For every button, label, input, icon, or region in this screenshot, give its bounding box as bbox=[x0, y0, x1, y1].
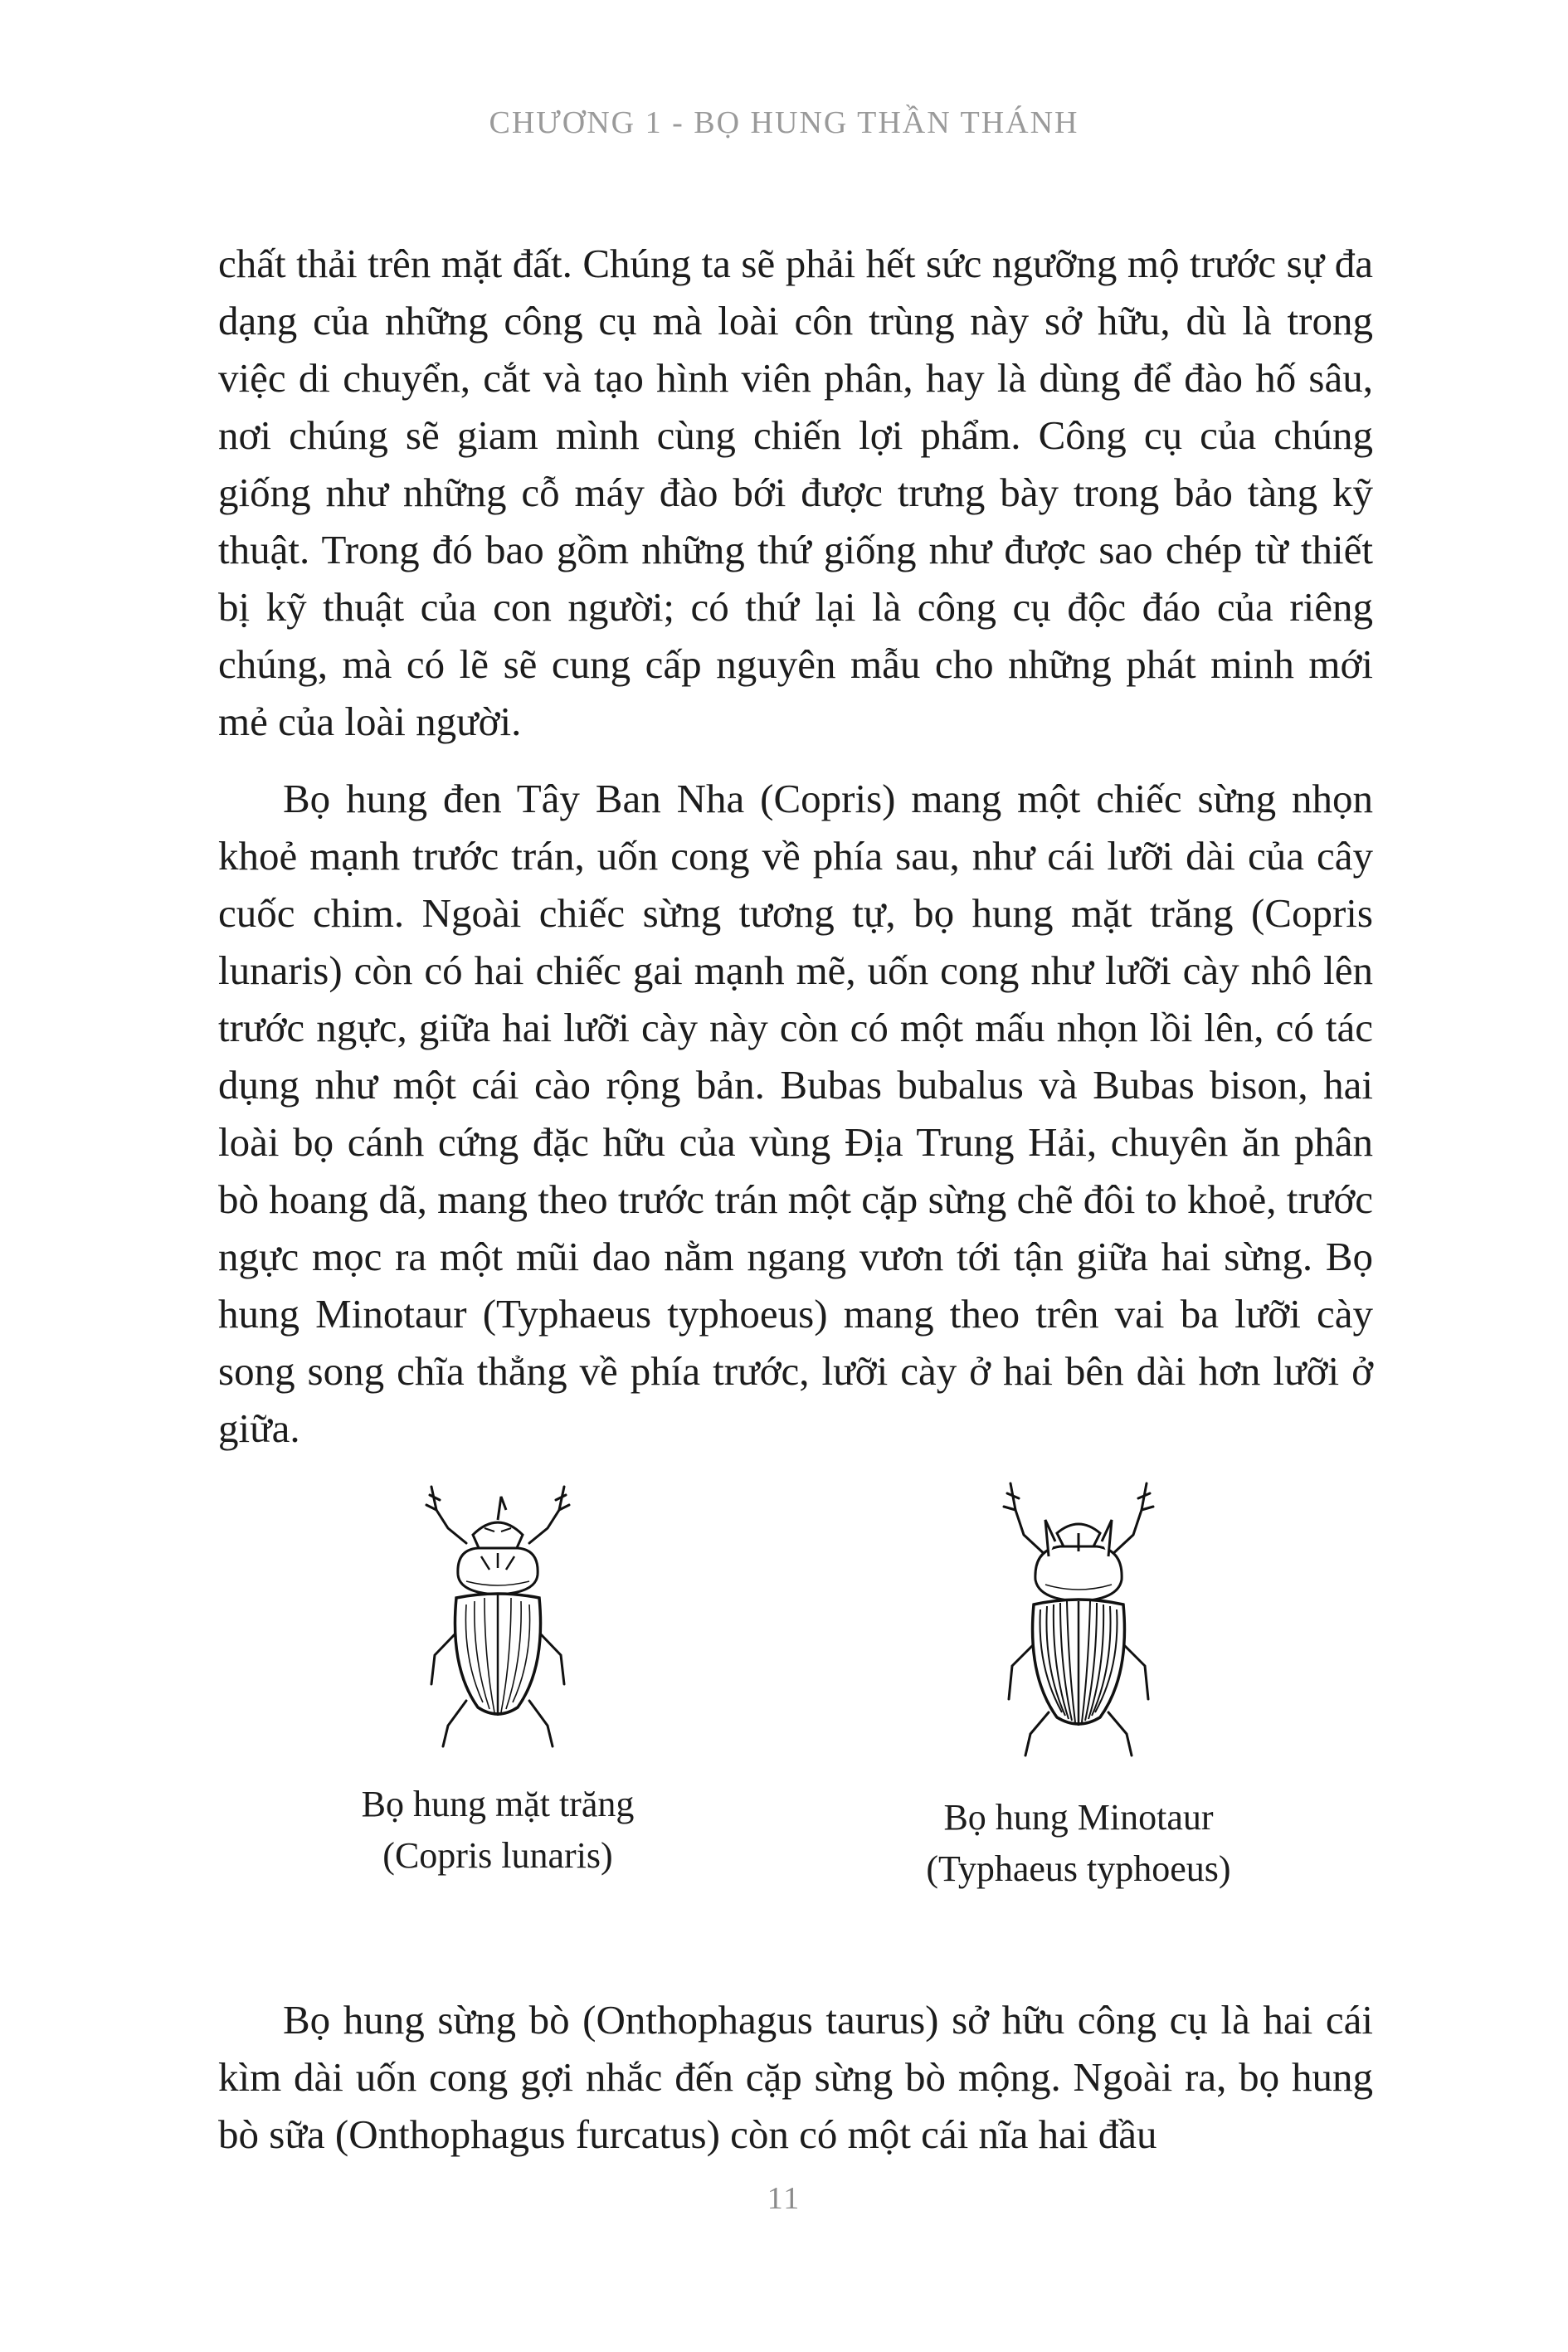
paragraph-text: chất thải trên mặt đất. Chúng ta sẽ phải hết sức ngưỡng mộ trước sự đa dạng của những công cụ mà loài côn trùng này sở hữu, dù là trong việc di chuyển, cắt và tạo hình viên phân, hay là dùng để đào hố sâu, nơi chúng sẽ giam mình cùng chiến lợi phẩm. Công cụ của chúng giống như những cỗ máy đào bới được trưng bày trong bảo tàng kỹ thuật. Trong đó bao gồm những thứ giống như được sao chép từ thiết bị kỹ thuật của con người; có thứ lại là công cụ độc đáo của riêng chúng, mà có lẽ sẽ cung cấp nguyên mẫu cho những phát minh mới mẻ của loài người. bbox=[218, 241, 1373, 744]
figure-copris-lunaris bbox=[299, 1477, 697, 1882]
figure-typhaeus-typhoeus bbox=[879, 1477, 1278, 1895]
caption-scientific-name: (Copris lunaris) bbox=[382, 1835, 613, 1876]
caption-common-name: Bọ hung Minotaur bbox=[943, 1797, 1214, 1838]
figure-caption bbox=[879, 1792, 1278, 1895]
copris-lunaris-beetle-icon bbox=[415, 1477, 581, 1751]
figure-caption bbox=[299, 1779, 697, 1882]
paragraph-onthophagus bbox=[218, 1991, 1373, 2163]
caption-common-name: Bọ hung mặt trăng bbox=[361, 1784, 635, 1824]
paragraph-text: Bọ hung sừng bò (Onthophagus taurus) sở hữu công cụ là hai cái kìm dài uốn cong gợi nhắc đến cặp sừng bò mộng. Ngoài ra, bọ hung bò sữa (Onthophagus furcatus) còn có một cái nĩa hai đầu bbox=[218, 1997, 1373, 2157]
page-number: 11 bbox=[767, 2181, 801, 2216]
running-header: CHƯƠNG 1 - BỌ HUNG THẦN THÁNH bbox=[489, 105, 1079, 140]
paragraph-copris bbox=[218, 770, 1373, 1457]
typhaeus-typhoeus-beetle-icon bbox=[987, 1477, 1170, 1759]
paragraph-text: Bọ hung đen Tây Ban Nha (Copris) mang một chiếc sừng nhọn khoẻ mạnh trước trán, uốn cong về phía sau, như cái lưỡi dài của cây cuốc chim. Ngoài chiếc sừng tương tự, bọ hung mặt trăng (Copris lunaris) còn có hai chiếc gai mạnh mẽ, uốn cong như lưỡi cày nhô lên trước ngực, giữa hai lưỡi cày này còn có một mấu nhọn lồi lên, có tác dụng như một cái cào rộng bản. Bubas bubalus và Bubas bison, hai loài bọ cánh cứng đặc hữu của vùng Địa Trung Hải, chuyên ăn phân bò hoang dã, mang theo trước trán một cặp sừng chẽ đôi to khoẻ, trước ngực mọc ra một mũi dao nằm ngang vươn tới tận giữa hai sừng. Bọ hung Minotaur (Typhaeus typhoeus) mang theo trên vai ba lưỡi cày song song chĩa thẳng về phía trước, lưỡi cày ở hai bên dài hơn lưỡi ở giữa. bbox=[218, 776, 1373, 1451]
paragraph-continued bbox=[218, 235, 1373, 750]
caption-scientific-name: (Typhaeus typhoeus) bbox=[926, 1848, 1231, 1889]
